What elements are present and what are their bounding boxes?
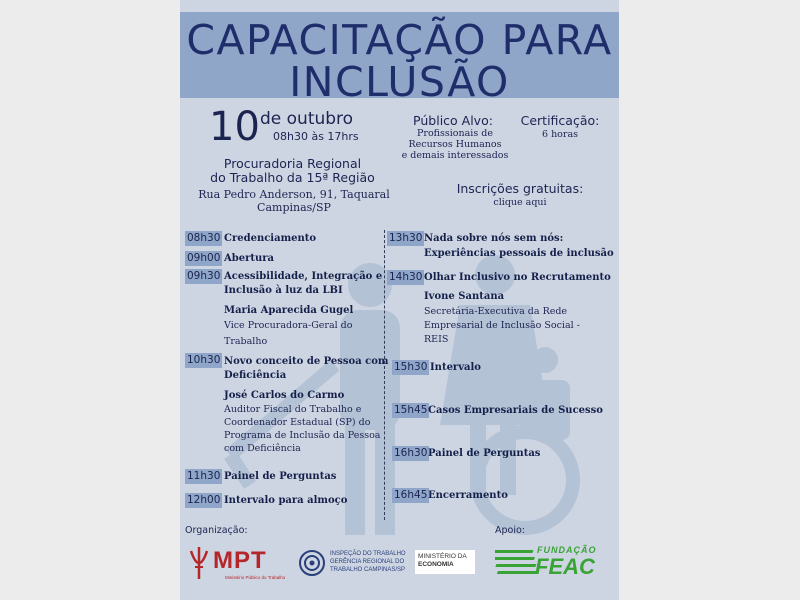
speaker-name: Ivone Santana	[424, 291, 505, 302]
session-title: Casos Empresariais de Sucesso	[428, 405, 603, 416]
inspecao-logo	[298, 547, 413, 581]
session-title: Intervalo para almoço	[224, 495, 348, 506]
session-title: Credenciamento	[224, 233, 317, 244]
event-hours: 08h30 às 17hrs	[273, 130, 359, 143]
certification-value: 6 horas	[542, 129, 578, 140]
audience-line1: Profissionais de	[417, 128, 493, 139]
time-badge: 12h00	[187, 494, 221, 506]
inspecao-line3: TRABALHO CAMPINAS/SP	[330, 567, 406, 573]
time-badge: 15h45	[394, 404, 428, 416]
event-month: de outubro	[260, 109, 354, 129]
session-title: Intervalo	[430, 362, 481, 373]
venue-line2: do Trabalho da 15ª Região	[210, 170, 375, 185]
session-title: Acessibilidade, Integração e	[224, 271, 383, 282]
audience-text	[385, 128, 525, 161]
speaker-role: Trabalho	[224, 336, 268, 347]
session-title: Abertura	[224, 253, 275, 264]
session-title: Novo conceito de Pessoa com	[224, 356, 389, 367]
schedule-divider	[384, 230, 385, 520]
time-badge: 11h30	[187, 470, 221, 482]
time-badge: 09h30	[187, 270, 221, 282]
speaker-role: Secretária-Executiva da Rede	[424, 306, 568, 317]
session-title: Painel de Perguntas	[224, 471, 337, 482]
ministerio-logo	[415, 550, 475, 574]
ministerio-line1: MINISTÉRIO DA	[418, 553, 467, 560]
session-title: Nada sobre nós sem nós:	[424, 233, 564, 244]
session-title: Painel de Perguntas	[428, 448, 541, 459]
event-day: 10	[209, 104, 260, 150]
organization-label: Organização:	[185, 525, 248, 536]
address	[194, 188, 394, 214]
mpt-abbr: MPT	[213, 547, 267, 574]
audience-heading: Público Alvo:	[413, 113, 493, 128]
mpt-emblem-icon	[187, 545, 211, 581]
speaker-role: REIS	[424, 334, 449, 345]
event-poster	[180, 0, 619, 600]
session-title: Experiências pessoais de inclusão	[424, 248, 614, 259]
speaker-name: José Carlos do Carmo	[224, 390, 345, 401]
time-badge: 16h45	[394, 489, 428, 501]
feac-logo	[495, 543, 605, 583]
time-badge: 09h00	[187, 252, 221, 264]
speaker-role: Auditor Fiscal do Trabalho e	[224, 404, 362, 415]
feac-line2: FEAC	[535, 554, 595, 579]
speaker-role: Coordenador Estadual (SP) do	[224, 417, 371, 428]
certification-heading: Certificação:	[520, 113, 600, 128]
time-badge: 16h30	[394, 447, 428, 459]
page-title-line2: INCLUSÃO	[289, 58, 510, 106]
support-label: Apoio:	[495, 525, 525, 536]
inspecao-emblem-icon	[298, 549, 326, 577]
venue-line1: Procuradoria Regional	[223, 156, 362, 171]
time-badge: 15h30	[394, 361, 428, 373]
session-title: Inclusão à luz da LBI	[224, 285, 343, 296]
speaker-role: com Deficiência	[224, 443, 301, 454]
session-title: Olhar Inclusivo no Recrutamento	[424, 272, 611, 283]
speaker-role: Vice Procuradora-Geral do	[224, 320, 353, 331]
speaker-role: Empresarial de Inclusão Social -	[424, 320, 580, 331]
audience-line2: Recursos Humanos	[408, 139, 502, 150]
ministerio-line2: ECONOMIA	[418, 561, 454, 568]
registration-heading: Inscrições gratuitas:	[456, 181, 584, 196]
inspecao-line1: INSPEÇÃO DO TRABALHO	[330, 551, 406, 557]
address-line2: Campinas/SP	[257, 201, 331, 214]
speaker-name: Maria Aparecida Gugel	[224, 305, 354, 316]
time-badge: 14h30	[389, 271, 423, 283]
time-badge: 10h30	[187, 354, 221, 366]
mpt-caption: Ministério Público do Trabalho	[225, 575, 286, 580]
feac-line1: FUNDAÇÃO	[537, 545, 597, 555]
registration-link[interactable]: clique aqui	[493, 197, 547, 208]
feac-stripes-icon	[495, 546, 539, 580]
time-badge: 08h30	[187, 232, 221, 244]
audience-line3: e demais interessados	[401, 150, 509, 161]
venue	[210, 157, 375, 185]
time-badge: 13h30	[389, 232, 423, 244]
speaker-role: Programa de Inclusão da Pessoa	[224, 430, 381, 441]
page-title-line1: CAPACITAÇÃO PARA	[186, 16, 613, 64]
address-line1: Rua Pedro Anderson, 91, Taquaral	[198, 188, 390, 201]
session-title: Encerramento	[428, 490, 508, 501]
mpt-logo	[185, 543, 295, 583]
session-title: Deficiência	[224, 370, 287, 381]
inspecao-line2: GERÊNCIA REGIONAL DO	[330, 559, 405, 565]
